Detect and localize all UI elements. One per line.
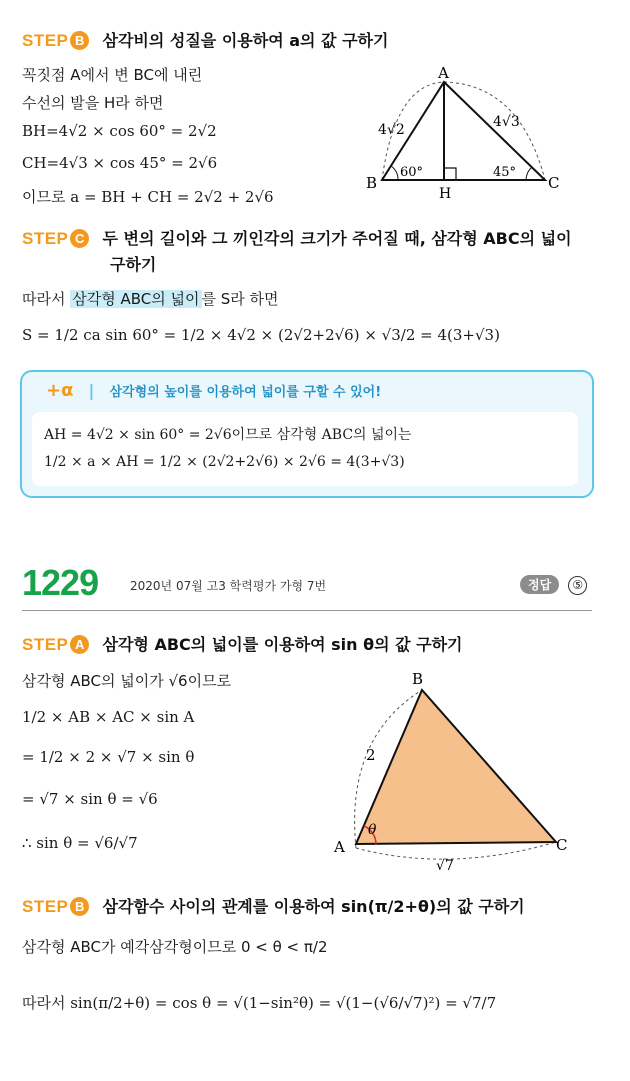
triangle-figure-1 (360, 64, 575, 199)
tip-title: 삼각형의 높이를 이용하여 넓이를 구할 수 있어! (109, 385, 382, 400)
label-c: C (556, 836, 568, 854)
step-title-cont: 구하기 (110, 255, 157, 274)
math-line: 따라서 sin(π/2+θ) = cos θ = √(1−sin²θ) = √(1−(√6/√7)²) = √7/7 (22, 994, 497, 1012)
text-line: 따라서 삼각형 ABC의 넓이 를 S라 하면 (22, 290, 279, 308)
step-a-header (22, 632, 463, 655)
problem-source: 2020년 07월 고3 학력평가 가형 7번 (130, 579, 327, 593)
step-title: 삼각함수 사이의 관계를 이용하여 sin(π/2+θ)의 값 구하기 (102, 897, 525, 916)
step-b-header (22, 28, 388, 51)
step-label: STEP A (22, 635, 89, 654)
answer-badge: 정답 (520, 575, 559, 594)
step-c-header (22, 226, 572, 249)
step-badge: B (70, 31, 89, 50)
triangle-figure-2 (330, 668, 575, 878)
label-ab: 2 (366, 746, 376, 764)
math-line: = √7 × sin θ = √6 (22, 790, 158, 808)
label-c: C (548, 174, 560, 192)
text-line: 수선의 발을 H라 하면 (22, 94, 164, 112)
label-a: A (334, 838, 345, 856)
step-label: STEP C (22, 229, 89, 248)
divider (22, 610, 592, 611)
label-ab: 4√2 (378, 122, 405, 138)
tip-line: AH = 4√2 × sin 60° = 2√6이므로 삼각형 ABC의 넓이는 (44, 427, 412, 443)
step-badge: B (70, 897, 89, 916)
step-badge: A (70, 635, 89, 654)
math-line: BH=4√2 × cos 60° = 2√2 (22, 122, 217, 140)
answer-value: ⑤ (568, 576, 587, 595)
math-line: ∴ sin θ = √6/√7 (22, 834, 138, 852)
label-h: H (439, 186, 452, 199)
label-b: B (366, 174, 378, 192)
step-label: STEP B (22, 31, 89, 50)
tip-box (20, 370, 594, 498)
tip-line: 1/2 × a × AH = 1/2 × (2√2+2√6) × 2√6 = 4(3+√3) (44, 454, 405, 470)
step-title: 삼각형 ABC의 넓이를 이용하여 sin θ의 값 구하기 (102, 635, 463, 654)
answer-area (520, 574, 587, 595)
problem-number: 1229 (22, 562, 99, 603)
area-equation: S = 1/2 ca sin 60° = 1/2 × 4√2 × (2√2+2√6) × √3/2 = 4(3+√3) (22, 326, 500, 344)
label-ac: √7 (436, 858, 454, 874)
math-line: CH=4√3 × cos 45° = 2√6 (22, 154, 218, 172)
highlight-text: 삼각형 ABC의 넓이 (72, 290, 200, 308)
math-line: 이므로 a = BH + CH = 2√2 + 2√6 (22, 188, 274, 206)
tip-header: +α | 삼각형의 높이를 이용하여 넓이를 구할 수 있어! (46, 380, 382, 401)
label-a: A (438, 64, 449, 82)
math-line: 1/2 × AB × AC × sin A (22, 708, 195, 726)
label-ac: 4√3 (493, 114, 520, 130)
step-title: 두 변의 길이와 그 끼인각의 크기가 주어질 때, 삼각형 ABC의 넓이 (102, 229, 572, 248)
label-angle-b: 60° (400, 165, 424, 180)
label-b: B (412, 670, 424, 688)
step-title: 삼각비의 성질을 이용하여 a의 값 구하기 (102, 31, 389, 50)
label-angle-c: 45° (493, 165, 517, 180)
step-b-header-2 (22, 894, 525, 917)
label-theta: θ (368, 822, 377, 838)
text-line: 삼각형 ABC가 예각삼각형이므로 0 < θ < π/2 (22, 938, 328, 956)
tip-content (32, 412, 578, 486)
text-line: 삼각형 ABC의 넓이가 √6이므로 (22, 672, 232, 690)
plus-alpha-icon: +α (46, 380, 74, 401)
text-line: 꼭짓점 A에서 변 BC에 내린 (22, 66, 203, 84)
math-line: = 1/2 × 2 × √7 × sin θ (22, 748, 195, 766)
step-badge: C (70, 229, 89, 248)
step-label: STEP B (22, 897, 89, 916)
